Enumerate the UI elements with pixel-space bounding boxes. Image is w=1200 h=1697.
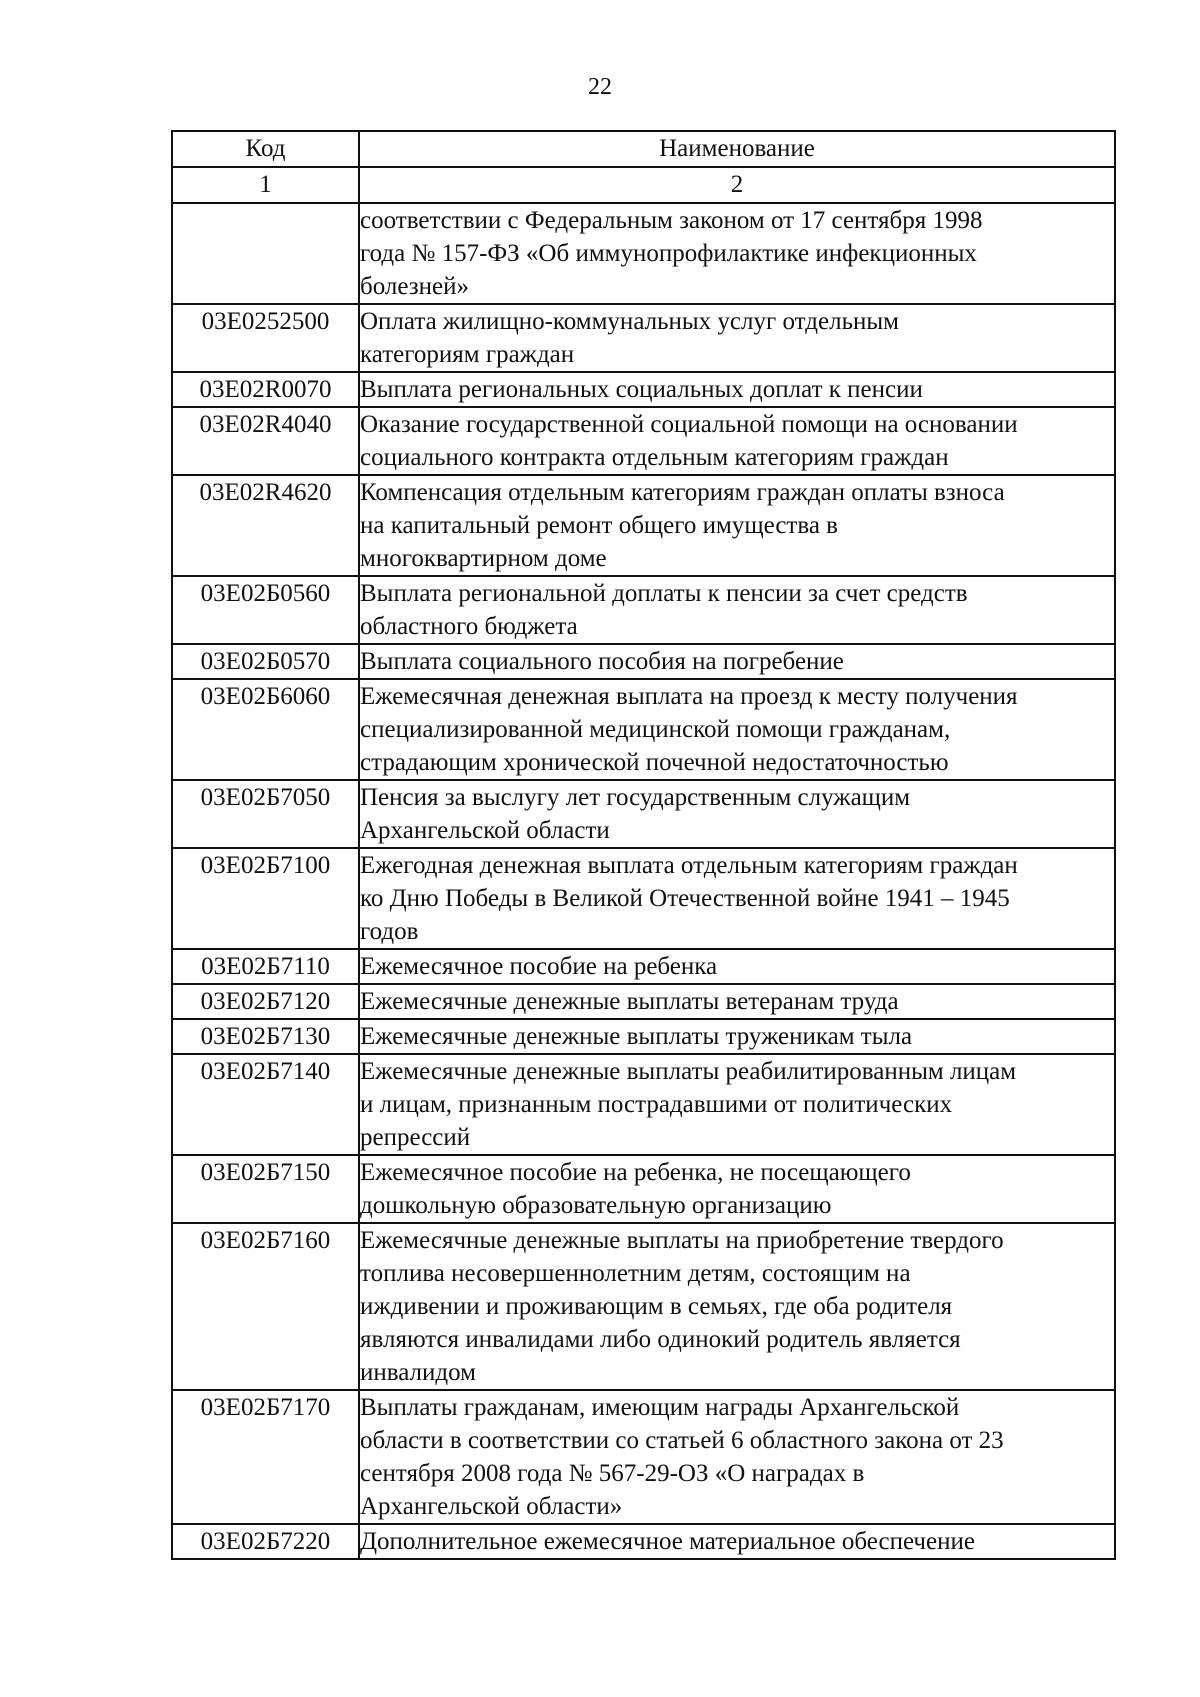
row-name-line: Компенсация отдельным категориям граждан оплаты взноса [360,479,1005,506]
row-name-line: соответствии с Федеральным законом от 17 сентября 1998 [360,207,983,234]
row-code: 03Е02Б7140 [172,1054,359,1155]
row-name [359,372,1115,407]
row-name [359,1524,1115,1559]
row-name-line: Ежемесячное пособие на ребенка, не посещающего [360,1159,911,1186]
row-code: 03Е02Б7050 [172,780,359,848]
row-name-line: дошкольную образовательную организацию [360,1192,832,1219]
row-name-line: топлива несовершеннолетним детям, состоящим на [360,1260,911,1287]
row-name [359,576,1115,644]
row-name [359,1019,1115,1054]
row-name-line: Ежемесячные денежные выплаты реабилитированным лицам [360,1058,1017,1085]
table-row [172,475,1115,576]
row-code [172,203,359,304]
row-name-line: года № 157-ФЗ «Об иммунопрофилактике инфекционных [360,240,977,267]
column-number-code: 1 [172,167,359,203]
table-row [172,576,1115,644]
row-code: 03Е02R4620 [172,475,359,576]
row-code: 03Е0252500 [172,304,359,372]
row-name [359,679,1115,780]
table-row [172,679,1115,780]
row-name [359,780,1115,848]
row-code: 03Е02Б0570 [172,644,359,679]
row-code: 03Е02R0070 [172,372,359,407]
row-name-line: областного бюджета [360,613,578,640]
row-name-line: категориям граждан [360,341,575,368]
row-name [359,1155,1115,1223]
row-code: 03Е02Б0560 [172,576,359,644]
row-name [359,848,1115,949]
header-row [172,131,1115,167]
row-name-line: болезней» [360,273,469,300]
column-number-row [172,167,1115,203]
row-name-line: годов [360,918,419,945]
row-code: 03Е02Б7100 [172,848,359,949]
row-name [359,1223,1115,1390]
table-row [172,848,1115,949]
row-name-line: сентября 2008 года № 567-29-ОЗ «О наградах в [360,1460,865,1487]
table-row [172,984,1115,1019]
row-code: 03Е02R4040 [172,407,359,475]
row-name-line: Ежемесячное пособие на ребенка [360,953,718,980]
row-name-line: Ежемесячная денежная выплата на проезд к месту получения [360,683,1018,710]
table-row [172,304,1115,372]
row-name-line: Архангельской области [360,817,610,844]
table-row [172,1223,1115,1390]
row-name-line: Архангельской области» [360,1493,623,1520]
table-row [172,644,1115,679]
row-name-line: Ежемесячные денежные выплаты на приобретение твердого [360,1227,1004,1254]
row-name [359,475,1115,576]
row-name-line: Дополнительное ежемесячное материальное обеспечение [360,1528,975,1555]
row-name [359,304,1115,372]
table-row [172,1054,1115,1155]
page-number: 22 [588,74,612,100]
row-name-line: Оказание государственной социальной помощи на основании [360,411,1018,438]
row-name-line: Ежемесячные денежные выплаты ветеранам труда [360,988,899,1015]
header-name: Наименование [359,131,1115,167]
row-name-line: Выплата региональной доплаты к пенсии за счет средств [360,580,968,607]
row-name-line: являются инвалидами либо одинокий родитель является [360,1326,961,1353]
row-name-line: Выплата региональных социальных доплат к пенсии [360,376,923,403]
row-name-line: репрессий [360,1124,471,1151]
table-row [172,407,1115,475]
row-name [359,203,1115,304]
table-row [172,1019,1115,1054]
table-row [172,1524,1115,1559]
row-name-line: Ежемесячные денежные выплаты труженикам тыла [360,1023,913,1050]
row-name [359,949,1115,984]
code-table [171,130,1116,1560]
table-row [172,949,1115,984]
row-code: 03Е02Б7110 [172,949,359,984]
row-code: 03Е02Б7130 [172,1019,359,1054]
row-name-line: области в соответствии со статьей 6 областного закона от 23 [360,1427,1004,1454]
row-name-line: Выплаты гражданам, имеющим награды Архангельской [360,1394,960,1421]
row-code: 03Е02Б6060 [172,679,359,780]
row-code: 03Е02Б7160 [172,1223,359,1390]
row-name [359,984,1115,1019]
table-row [172,372,1115,407]
row-name-line: Ежегодная денежная выплата отдельным категориям граждан [360,852,1018,879]
header-code: Код [172,131,359,167]
row-name [359,407,1115,475]
row-name-line: многоквартирном доме [360,545,607,572]
row-code: 03Е02Б7150 [172,1155,359,1223]
row-name-line: ко Дню Победы в Великой Отечественной войне 1941 – 1945 [360,885,1010,912]
row-name [359,1054,1115,1155]
column-number-name: 2 [359,167,1115,203]
row-name-line: социального контракта отдельным категориям граждан [360,444,949,471]
table-body [172,203,1115,1559]
table-row [172,780,1115,848]
row-name-line: Выплата социального пособия на погребение [360,648,844,675]
row-name-line: специализированной медицинской помощи гражданам, [360,716,951,743]
row-name-line: и лицам, признанным пострадавшими от политических [360,1091,953,1118]
row-name [359,644,1115,679]
row-name [359,1390,1115,1524]
row-name-line: инвалидом [360,1359,476,1386]
row-name-line: на капитальный ремонт общего имущества в [360,512,838,539]
row-name-line: Пенсия за выслугу лет государственным служащим [360,784,911,811]
table-row [172,1390,1115,1524]
table-row [172,1155,1115,1223]
row-name-line: Оплата жилищно-коммунальных услуг отдельным [360,308,899,335]
row-name-line: страдающим хронической почечной недостаточностью [360,749,949,776]
row-code: 03Е02Б7170 [172,1390,359,1524]
row-code: 03Е02Б7220 [172,1524,359,1559]
row-code: 03Е02Б7120 [172,984,359,1019]
table-row [172,203,1115,304]
row-name-line: иждивении и проживающим в семьях, где оба родителя [360,1293,953,1320]
